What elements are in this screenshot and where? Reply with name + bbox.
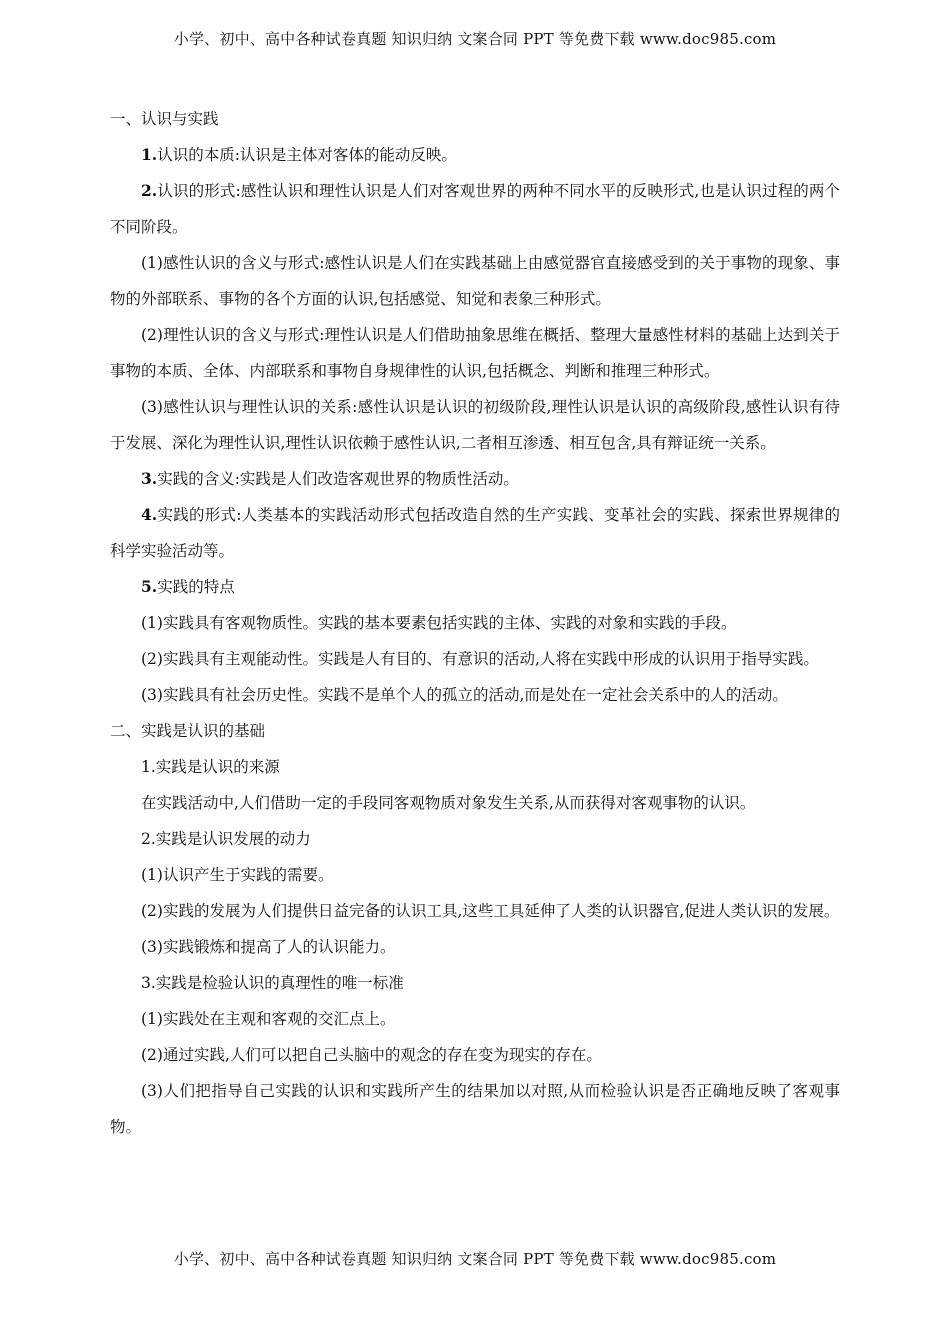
paragraph: 3.实践的含义:实践是人们改造客观世界的物质性活动。 [141, 469, 519, 488]
section-heading-2: 二、实践是认识的基础 [110, 722, 266, 740]
section-heading-1: 一、认识与实践 [110, 110, 219, 128]
paragraph: (3)人们把指导自己实践的认识和实践所产生的结果加以对照,从而检验认识是否正确地反映了客观事物。 [110, 1082, 840, 1136]
paragraph: 1.实践是认识的来源 [141, 758, 280, 776]
paragraph: (1)实践处在主观和客观的交汇点上。 [141, 1010, 396, 1028]
paragraph: (2)实践具有主观能动性。实践是人有目的、有意识的活动,人将在实践中形成的认识用于指导实践。 [141, 650, 819, 668]
paragraph: (1)实践具有客观物质性。实践的基本要素包括实践的主体、实践的对象和实践的手段。 [141, 614, 737, 632]
paragraph: 1.认识的本质:认识是主体对客体的能动反映。 [141, 145, 457, 164]
paragraph: (1)感性认识的含义与形式:感性认识是人们在实践基础上由感觉器官直接感受到的关于事物的现象、事物的外部联系、事物的各个方面的认识,包括感觉、知觉和表象三种形式。 [110, 254, 840, 308]
page-footer: 小学、初中、高中各种试卷真题 知识归纳 文案合同 PPT 等免费下载 www.doc985.com [173, 1250, 777, 1268]
paragraph: (3)感性认识与理性认识的关系:感性认识是认识的初级阶段,理性认识是认识的高级阶段,感性认识有待于发展、深化为理性认识,理性认识依赖于感性认识,二者相互渗透、相互包含,具有辩证统一关系。 [110, 398, 840, 452]
document-body [110, 101, 840, 1145]
paragraph: (2)理性认识的含义与形式:理性认识是人们借助抽象思维在概括、整理大量感性材料的基础上达到关于事物的本质、全体、内部联系和事物自身规律性的认识,包括概念、判断和推理三种形式。 [110, 326, 840, 380]
paragraph: 3.实践是检验认识的真理性的唯一标准 [141, 974, 404, 992]
paragraph: 5.实践的特点 [141, 577, 235, 596]
paragraph: (2)实践的发展为人们提供日益完备的认识工具,这些工具延伸了人类的认识器官,促进人类认识的发展。 [141, 902, 840, 920]
paragraph: (3)实践具有社会历史性。实践不是单个人的孤立的活动,而是处在一定社会关系中的人的活动。 [141, 686, 788, 704]
paragraph: 2.认识的形式:感性认识和理性认识是人们对客观世界的两种不同水平的反映形式,也是认识过程的两个不同阶段。 [110, 181, 840, 236]
paragraph: (3)实践锻炼和提高了人的认识能力。 [141, 938, 396, 956]
page-header: 小学、初中、高中各种试卷真题 知识归纳 文案合同 PPT 等免费下载 www.doc985.com [173, 30, 777, 48]
paragraph: 4.实践的形式:人类基本的实践活动形式包括改造自然的生产实践、变革社会的实践、探索世界规律的科学实验活动等。 [110, 505, 840, 560]
paragraph: (2)通过实践,人们可以把自己头脑中的观念的存在变为现实的存在。 [141, 1046, 602, 1064]
paragraph: 2.实践是认识发展的动力 [141, 830, 311, 848]
paragraph: (1)认识产生于实践的需要。 [141, 866, 334, 884]
paragraph: 在实践活动中,人们借助一定的手段同客观物质对象发生关系,从而获得对客观事物的认识。 [141, 794, 756, 812]
